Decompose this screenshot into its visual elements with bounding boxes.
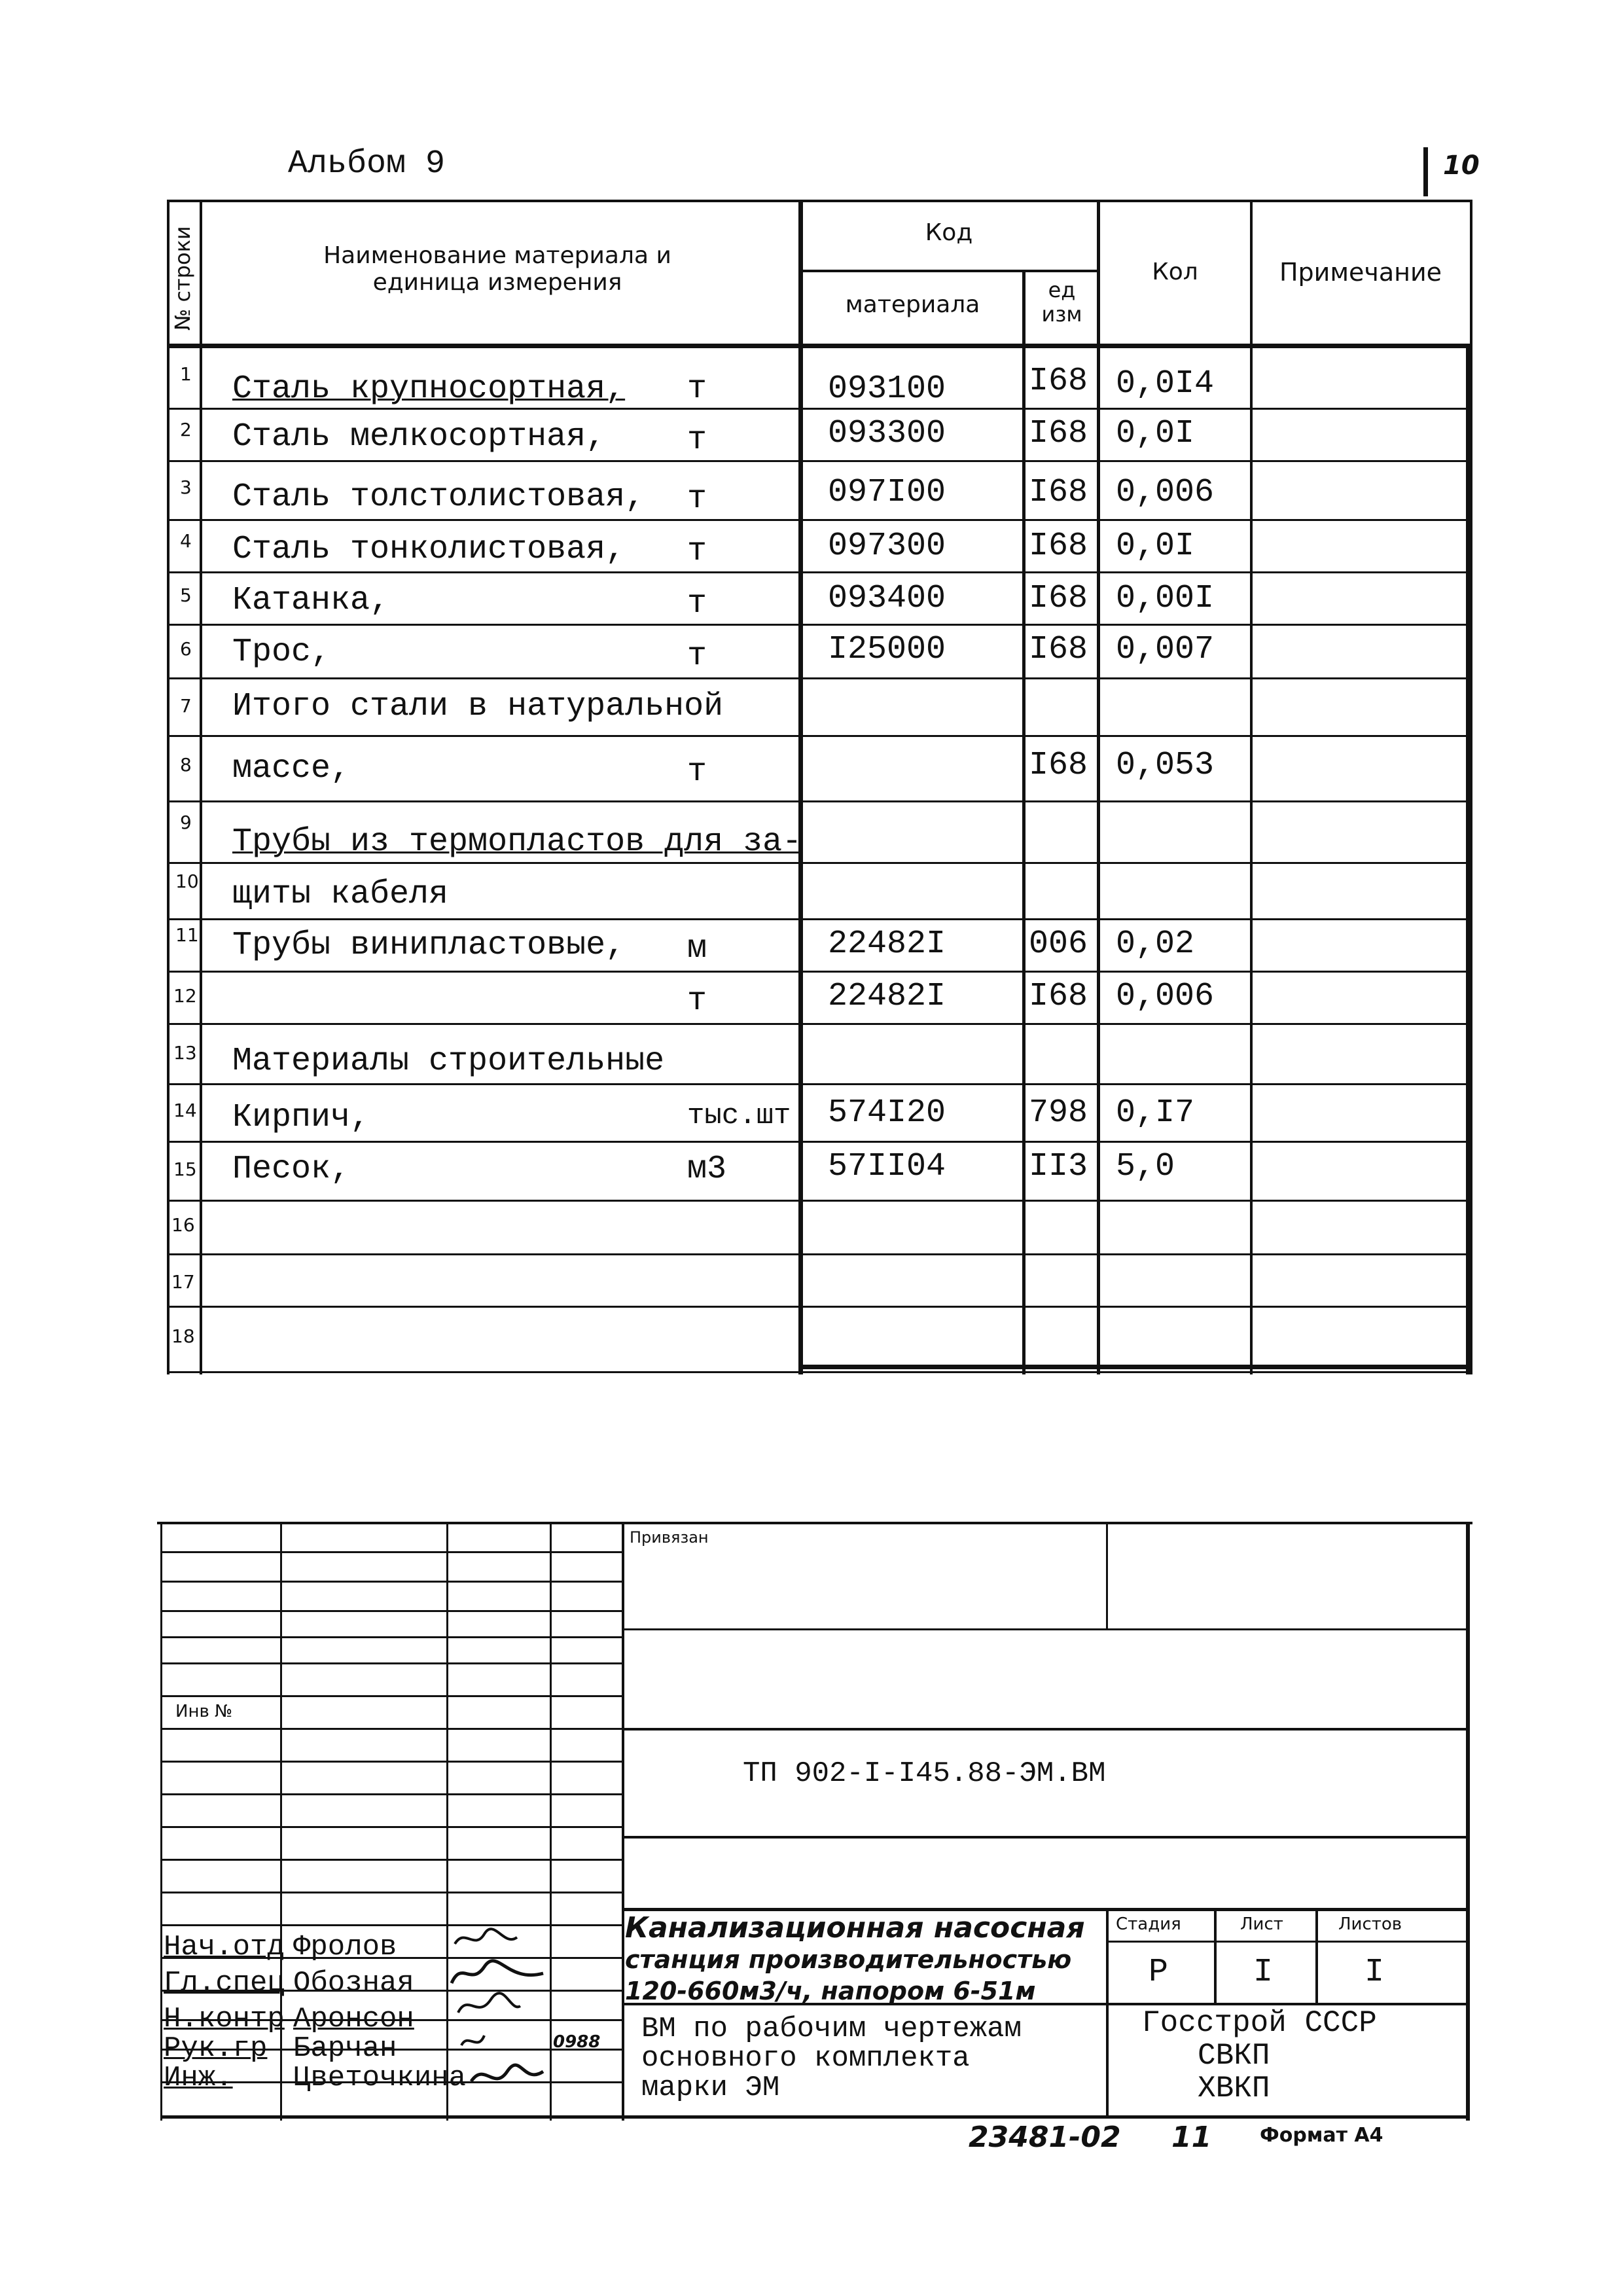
sheet-label: Лист bbox=[1240, 1914, 1283, 1934]
privyazan-label: Привязан bbox=[630, 1528, 709, 1547]
organization-line-1: Госстрой СССР bbox=[1142, 2006, 1377, 2040]
code-unit-header: ед изм bbox=[1041, 278, 1082, 327]
project-title-line-2: станция производительностью bbox=[625, 1945, 1072, 1974]
sheets-label: Листов bbox=[1338, 1914, 1402, 1934]
document-name-line-1: ВМ по рабочим чертежам bbox=[641, 2013, 1022, 2045]
document-designation: ТП 902-I-I45.88-ЭМ.ВМ bbox=[743, 1757, 1106, 1790]
inventory-number-label: Инв № bbox=[175, 1702, 233, 1721]
signature-scribbles bbox=[445, 1921, 563, 2117]
project-title-line-1: Канализационная насосная bbox=[625, 1911, 1085, 1945]
paper-format: Формат А4 bbox=[1260, 2124, 1383, 2147]
album-title: Альбом 9 bbox=[288, 145, 446, 183]
sheet-value: I bbox=[1253, 1954, 1274, 1991]
code-material-header: материала bbox=[845, 291, 980, 318]
row-number-header: № строки bbox=[170, 226, 195, 331]
quantity-column-header: Кол bbox=[1152, 259, 1198, 285]
project-title-line-3: 120-660м3/ч, напором 6-51м bbox=[625, 1977, 1036, 2005]
name-column-header: Наименование материала и единица измерения bbox=[323, 242, 671, 296]
document-name-line-3: марки ЭМ bbox=[641, 2072, 780, 2104]
page-number: 10 bbox=[1443, 151, 1480, 181]
stage-label: Стадия bbox=[1116, 1914, 1181, 1934]
stage-value: Р bbox=[1149, 1954, 1169, 1991]
page-number-divider bbox=[1423, 147, 1428, 196]
note-column-header: Примечание bbox=[1279, 258, 1442, 287]
document-name-line-2: основного комплекта bbox=[641, 2042, 970, 2075]
inventory-number: 23481-02 bbox=[969, 2121, 1121, 2154]
date-mark: 0988 bbox=[553, 2032, 601, 2052]
code-column-header: Код bbox=[925, 219, 973, 246]
sheets-value: I bbox=[1364, 1954, 1385, 1991]
organization-line-3: ХВКП bbox=[1198, 2072, 1270, 2106]
organization-line-2: СВКП bbox=[1198, 2039, 1270, 2073]
copy-number: 11 bbox=[1171, 2121, 1212, 2154]
